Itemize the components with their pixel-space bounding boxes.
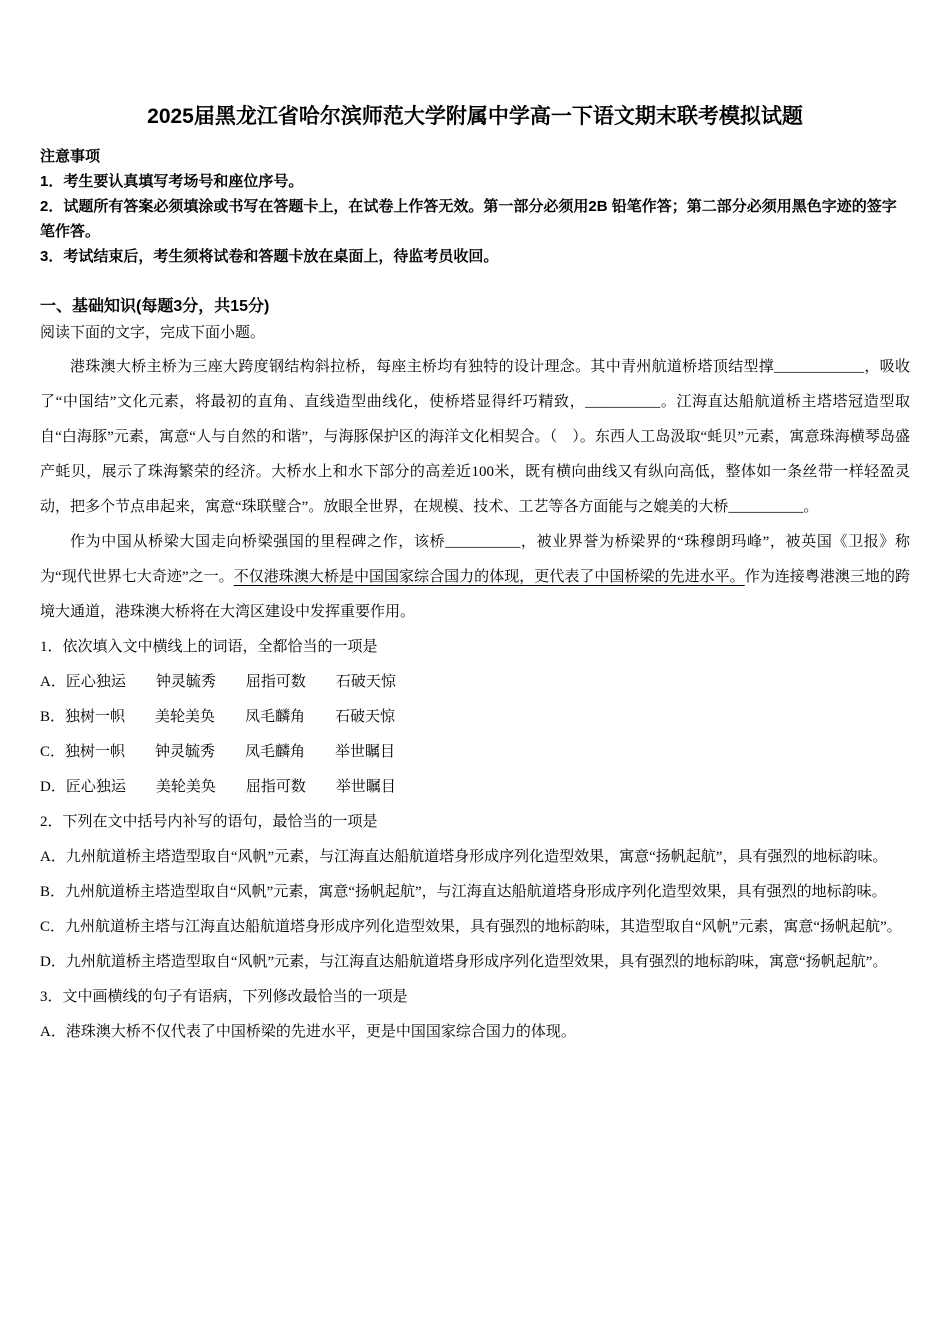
notice-heading: 注意事项: [40, 148, 101, 165]
page-title: 2025届黑龙江省哈尔滨师范大学附属中学高一下语文期末联考模拟试题: [147, 105, 803, 128]
question-1-option-d: D．匠心独运 美轮美奂 屈指可数 举世瞩目: [40, 779, 396, 795]
question-2-option-b: B．九州航道桥主塔造型取自“风帆”元素，寓意“扬帆起航”，与江海直达船航道塔身形成序列化造型效果，具有强烈的地标韵味。: [40, 884, 887, 900]
passage-2-underlined-sentence: 不仅港珠澳大桥是中国国家综合国力的体现，更代表了中国桥梁的先进水平。: [233, 569, 745, 585]
notice-item-1: 1．考生要认真填写考场号和座位序号。: [40, 173, 304, 190]
question-1-stem: 1．依次填入文中横线上的词语，全都恰当的一项是: [40, 639, 378, 655]
passage-paragraph-2: [40, 525, 910, 630]
passage-2-text-before: 作为中国从桥梁大国走向桥梁强国的里程碑之作，该桥__________，被业界誉为桥梁界的“珠穆朗玛峰”，被英国《卫报》称为“现代世界七大奇迹”之一。: [40, 534, 910, 585]
passage-paragraph-1: 港珠澳大桥主桥为三座大跨度钢结构斜拉桥，每座主桥均有独特的设计理念。其中青州航道桥塔顶结型撑____________，吸收了“中国结”文化元素，将最初的直角、直线造型曲线化，使桥塔显得纤巧精致，__________。江海直达船航道桥主塔塔冠造型取自“白海豚”元素，寓意“人与自然的和谐”，与海豚保护区的海洋文化相契合。（ ）。东西人工岛汲取“蚝贝”元素，寓意珠海横琴岛盛产蚝贝，展示了珠海繁荣的经济。大桥水上和水下部分的高差近100米，既有横向曲线又有纵向高低，整体如一条丝带一样轻盈灵动，把多个节点串起来，寓意“珠联璧合”。放眼全世界，在规模、技术、工艺等各方面能与之媲美的大桥__________。: [40, 359, 910, 515]
question-2: [40, 805, 910, 980]
notice-item-2: 2．试题所有答案必须填涂或书写在答题卡上，在试卷上作答无效。第一部分必须用2B 铅笔作答；第二部分必须用黑色字迹的签字笔作答。: [40, 198, 897, 240]
question-2-option-a: A．九州航道桥主塔造型取自“风帆”元素，与江海直达船航道塔身形成序列化造型效果，寓意“扬帆起航”，具有强烈的地标韵味。: [40, 849, 888, 865]
section-body: [40, 350, 910, 1050]
question-2-stem: 2．下列在文中括号内补写的语句，最恰当的一项是: [40, 814, 378, 830]
question-1: [40, 630, 910, 805]
question-1-option-c: C．独树一帜 钟灵毓秀 凤毛麟角 举世瞩目: [40, 744, 396, 760]
notice-item-3: 3．考试结束后，考生须将试卷和答题卡放在桌面上，待监考员收回。: [40, 248, 499, 265]
question-1-option-b: B．独树一帜 美轮美奂 凤毛麟角 石破天惊: [40, 709, 396, 725]
passage-2-text-after: 作为连接粤港澳三地的跨境大通道，港珠澳大桥将在大湾区建设中发挥重要作用。: [40, 569, 910, 620]
question-2-option-d: D．九州航道桥主塔造型取自“风帆”元素，与江海直达船航道塔身形成序列化造型效果，具有强烈的地标韵味，寓意“扬帆起航”。: [40, 954, 888, 970]
notice-section: [40, 144, 910, 269]
question-3-stem: 3．文中画横线的句子有语病，下列修改最恰当的一项是: [40, 989, 408, 1005]
reading-intro: 阅读下面的文字，完成下面小题。: [40, 325, 266, 341]
question-2-option-c: C．九州航道桥主塔与江海直达船航道塔身形成序列化造型效果，具有强烈的地标韵味，其造型取自“风帆”元素，寓意“扬帆起航”。: [40, 919, 902, 935]
question-3-option-a: A．港珠澳大桥不仅代表了中国桥梁的先进水平，更是中国国家综合国力的体现。: [40, 1024, 576, 1040]
question-3: [40, 980, 910, 1050]
question-1-option-a: A．匠心独运 钟灵毓秀 屈指可数 石破天惊: [40, 674, 396, 690]
section-heading: 一、基础知识(每题3分，共15分): [40, 298, 270, 315]
